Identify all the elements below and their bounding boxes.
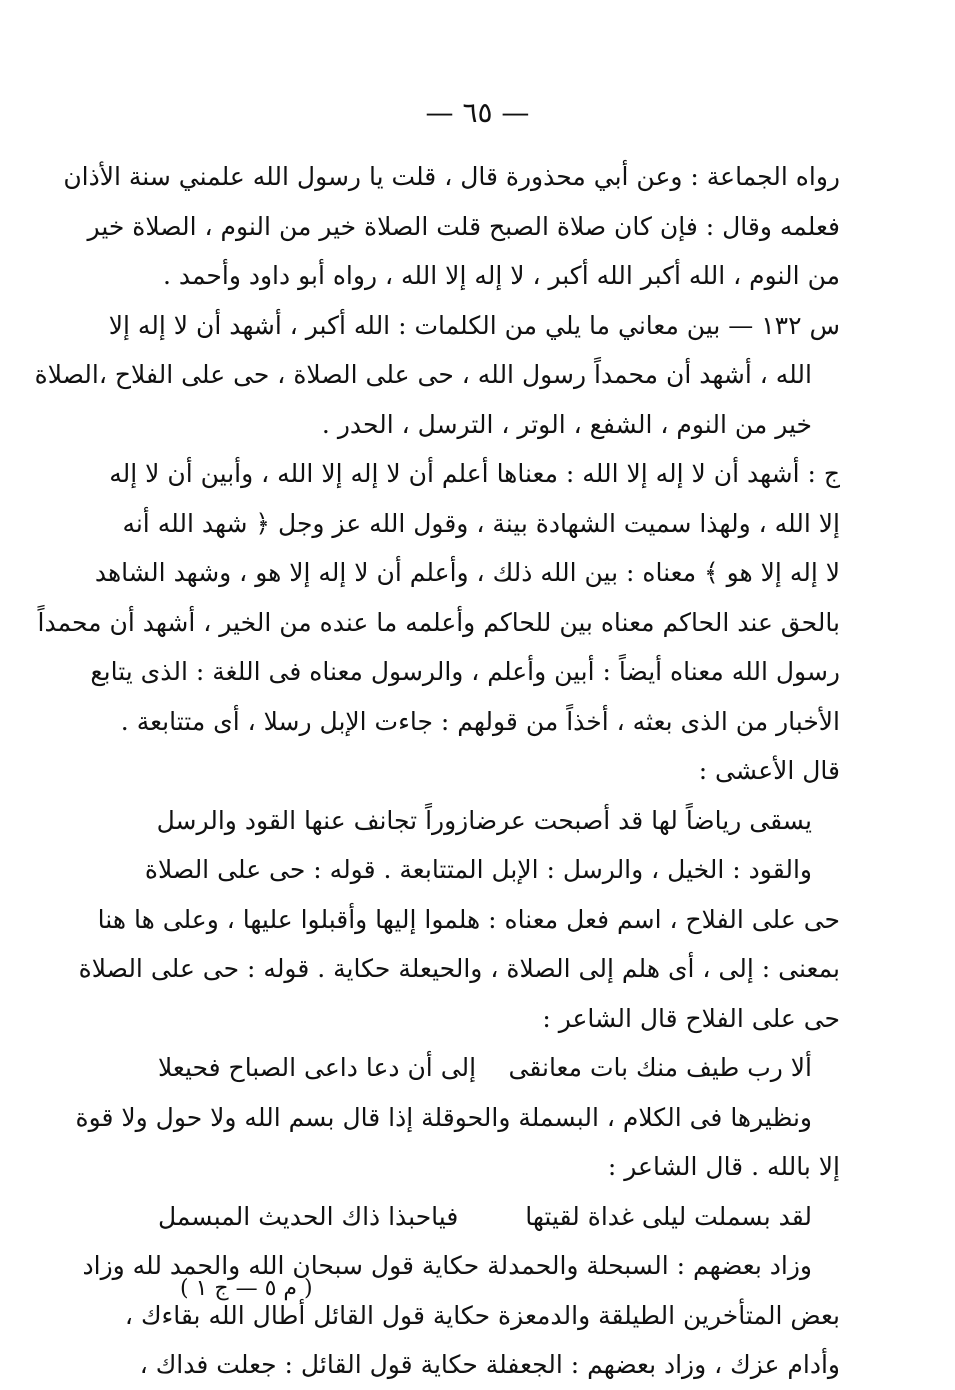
verse-first-hemistich: ألا رب طيف منك بات معانقى: [508, 1053, 812, 1082]
text-line: قال الأعشى :: [698, 756, 840, 785]
text-line: لا إله إلا هو ﴾ معناه : بين الله ذلك ، وأعلم أن لا إله إلا هو ، وشهد الشاهد: [94, 558, 840, 587]
verse-first-hemistich: يسقى رياضاً لها قد أصبحت عرضا: [468, 805, 812, 835]
body-text: [34, 152, 840, 1390]
text-line: حى على الفلاح ، اسم فعل معناه : هلموا إليها وأقبلوا عليها ، وعلى ها هنا: [97, 904, 840, 934]
text-line: إلا الله ، ولهذا سميت الشهادة بينة ، وقول الله عز وجل ﴿ شهد الله أنه: [122, 508, 840, 538]
text-line: الأخبار من الذى بعثه ، أخذاً من قولهم : جاءت الإبل رسلا ، أى متتابعة .: [120, 706, 840, 736]
text-line: وزاد بعضهم : السبحلة والحمدلة حكاية قول سبحان الله والحمد لله وزاد: [82, 1251, 812, 1280]
text-line: بعض المتأخرين الطيلقة والدمعزة حكاية قول القائل أطال الله بقاءك ،: [124, 1300, 840, 1330]
verse-first-hemistich: لقد بسملت ليلى غداة لقيتها: [525, 1201, 812, 1231]
poem-verse: [150, 1192, 840, 1242]
answer-line: ج : أشهد أن لا إله إلا الله : معناها أعلم أن لا إله إلا الله ، وأبين أن لا إله: [109, 459, 840, 488]
page-number: — ٦٥ —: [425, 96, 530, 129]
text-line: وأدام عزك ، وزاد بعضهم : الجعفلة حكاية قول القائل : جعلت فداك ،: [139, 1350, 840, 1379]
text-line: ونظيرها فى الكلام ، البسملة والحوقلة إذا قال بسم الله ولا حول ولا قوة: [75, 1102, 812, 1132]
signature-mark: ( م ٥ — ج ١ ): [180, 1276, 313, 1301]
verse-second-hemistich: فياحبذا ذاك الحديث المبسمل: [158, 1201, 459, 1231]
text-line: فعلمه وقال : فإن كان صلاة الصبح قلت الصلاة خير من النوم ، الصلاة خير: [87, 211, 840, 241]
poem-verse: [150, 796, 840, 846]
poem-verse: [150, 1043, 840, 1093]
text-line: والقود : الخيل ، والرسل : الإبل المتتابعة . قوله : حى على الصلاة: [144, 855, 812, 884]
text-line: رواه الجماعة : وعن أبي محذورة قال ، قلت يا رسول الله علمني سنة الأذان: [63, 162, 840, 191]
text-line: بمعنى : إلى ، أى هلم إلى الصلاة ، والحيعلة حكاية . قوله : حى على الصلاة: [78, 954, 840, 983]
question-line: س ١٣٢ — بين معاني ما يلي من الكلمات : الله أكبر ، أشهد أن لا إله إلا: [108, 310, 840, 340]
text-line: رسول الله معناه أيضاً : أبين وأعلم ، والرسول معناه فى اللغة : الذى يتابع: [90, 657, 840, 686]
text-line: الله ، أشهد أن محمداً رسول الله ، حى على الصلاة ، حى على الفلاح ،الصلاة: [34, 360, 812, 389]
verse-second-hemistich: زوراً تجانف عنها القود والرسل: [156, 805, 469, 835]
text-line: خير من النوم ، الشفع ، الوتر ، الترسل ، الحدر .: [321, 409, 812, 439]
text-line: إلا بالله . قال الشاعر :: [607, 1152, 840, 1181]
verse-second-hemistich: إلى أن دعا داعى الصباح فحيعلا: [158, 1053, 477, 1082]
text-line: بالحق عند الحاكم معناه بين للحاكم وأعلمه ما عنده من الخير ، أشهد أن محمداً: [37, 607, 840, 637]
text-line: حى على الفلاح قال الشاعر :: [542, 1003, 840, 1033]
text-line: من النوم ، الله أكبر الله أكبر ، لا إله إلا الله ، رواه أبو داود وأحمد .: [162, 261, 840, 290]
